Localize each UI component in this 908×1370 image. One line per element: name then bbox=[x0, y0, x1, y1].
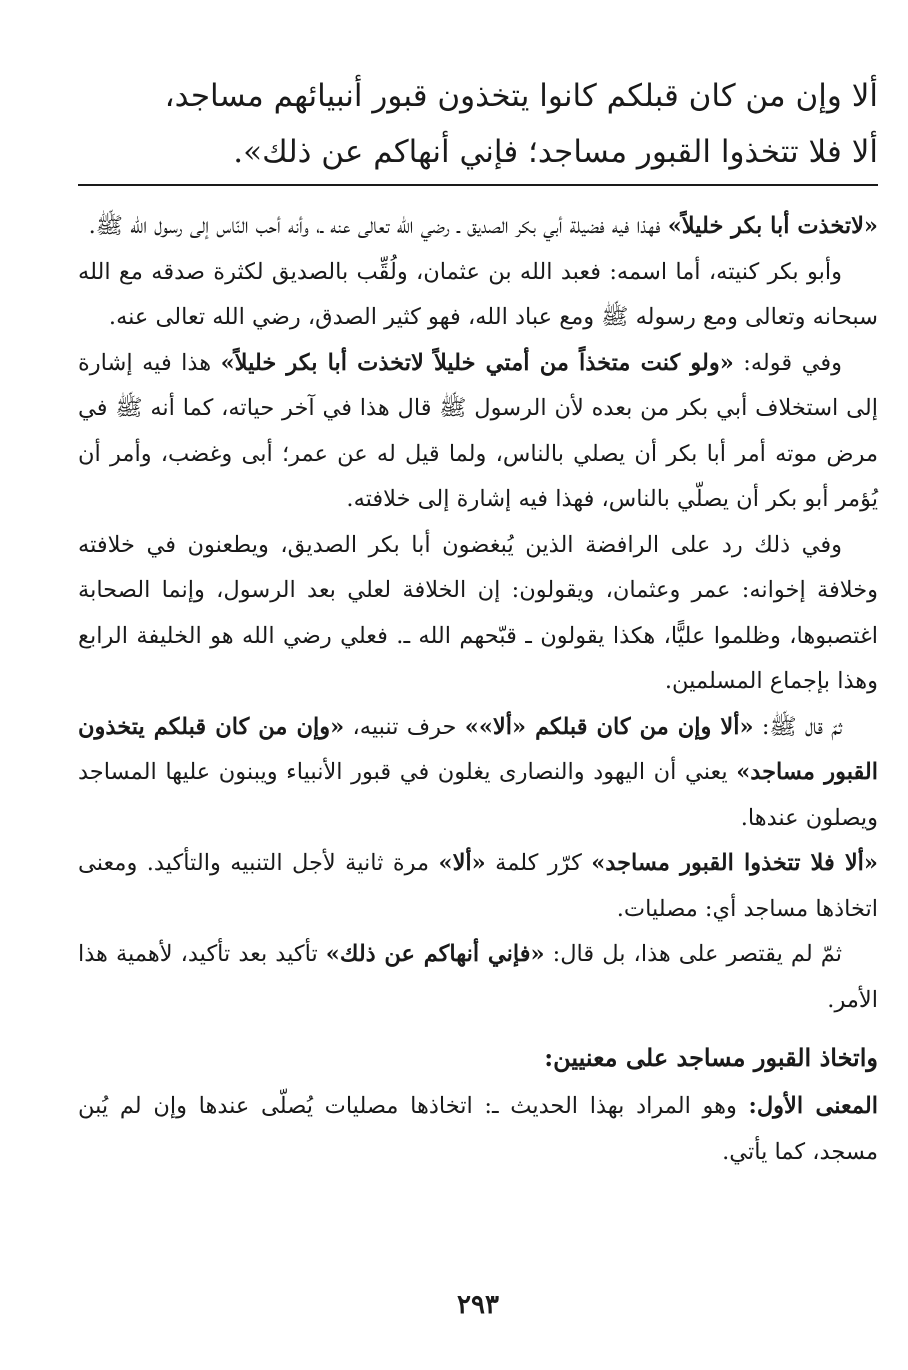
hadith-text bbox=[78, 68, 878, 180]
paragraph bbox=[78, 523, 878, 705]
quoted-hadith: «ألا» bbox=[438, 850, 486, 876]
paragraph bbox=[78, 1084, 878, 1175]
footnote-separator bbox=[78, 184, 878, 186]
paragraph-text: وهو المراد بهذا الحديث ـ: اتخاذها مصليات يُصلّى عندها وإن لم يُبن مسجد، كما يأتي. bbox=[78, 1093, 878, 1165]
paragraph-text: يعني أن اليهود والنصارى يغلون في قبور الأنبياء ويبنون عليها المساجد ويصلون عندها. bbox=[78, 759, 878, 831]
page-number: ٢٩٣ bbox=[457, 1290, 499, 1320]
quoted-hadith: «وإن من كان قبلكم يتخذون القبور مساجد» bbox=[78, 713, 878, 785]
paragraph-text: تأكيد بعد تأكيد، لأهمية هذا الأمر. bbox=[78, 941, 878, 1013]
paragraph bbox=[78, 932, 878, 1023]
paragraph bbox=[78, 841, 878, 932]
paragraph-text: وأبو بكر كنيته، أما اسمه: فعبد الله بن عثمان، ولُقِّب بالصديق لكثرة صدقه مع الله سبحانه وتعالى ومع رسوله ﷺ ومع عباد الله، فهو كثير الصدق، رضي الله تعالى عنه. bbox=[78, 258, 878, 330]
paragraph-text: وفي ذلك رد على الرافضة الذين يُبغضون أبا بكر الصديق، ويطعنون في خلافته وخلافة إخوانه: عمر وعثمان، ويقولون: إن الخلافة لعلي بعد الرسول، وإنما الصحابة اغتصبوها، وظلموا عليًّا، هكذا يقولون ـ قبّحهم الله ـ. فعلي رضي الله هو الخليفة الرابع وهذا بإجماع المسلمين. bbox=[78, 531, 878, 694]
book-page bbox=[78, 0, 878, 1370]
quoted-hadith: «لاتخذت أبا بكر خليلاً» bbox=[667, 213, 878, 239]
paragraph bbox=[78, 204, 878, 250]
paragraph-text: ثمّ لم يقتصر على هذا، بل قال: bbox=[544, 941, 842, 967]
hadith-line: ألا وإن من كان قبلكم كانوا يتخذون قبور أنبيائهم مساجد، bbox=[164, 78, 878, 114]
quoted-hadith: «ولو كنت متخذاً من أمتي خليلاً لاتخذت أبا بكر خليلاً» bbox=[220, 349, 734, 376]
paragraph bbox=[78, 250, 878, 341]
quoted-hadith: «ألا وإن من كان قبلكم «ألا»» bbox=[464, 713, 754, 740]
paragraph-text: مرة ثانية لأجل التنبيه والتأكيد. ومعنى اتخاذها مساجد أي: مصليات. bbox=[78, 850, 878, 922]
paragraph-text: فهذا فيه فضيلة أبي بكر الصديق ـ رضي الله تعالى عنه ـ، وأنه أحب النّاس إلى رسول الله ﷺ. bbox=[88, 213, 668, 239]
paragraph-text: ثمّ قال ﷺ: bbox=[753, 713, 842, 740]
commentary bbox=[78, 204, 878, 1175]
paragraph bbox=[78, 705, 878, 842]
quoted-hadith: «فإني أنهاكم عن ذلك» bbox=[325, 941, 545, 967]
section-heading: واتخاذ القبور مساجد على معنيين: bbox=[544, 1043, 878, 1072]
paragraph-text: حرف تنبيه، bbox=[344, 713, 465, 740]
hadith-line: ألا فلا تتخذوا القبور مساجد؛ فإني أنهاكم عن ذلك». bbox=[233, 134, 878, 170]
paragraph-text: كرّر كلمة bbox=[485, 850, 592, 876]
quoted-hadith: «ألا فلا تتخذوا القبور مساجد» bbox=[591, 850, 878, 876]
paragraph bbox=[78, 341, 878, 523]
paragraph-text: هذا فيه إشارة إلى استخلاف أبي بكر من بعده لأن الرسول ﷺ قال هذا في آخر حياته، كما أنه ﷺ في مرض موته أمر أبا بكر أن يصلي بالناس، ولما قيل له عن عمر؛ أبى وغضب، وأمر أن يُؤمر أبو بكر أن يصلّي بالناس، فهذا فيه إشارة إلى خلافته. bbox=[78, 349, 878, 512]
meaning-label: المعنى الأول: bbox=[748, 1093, 878, 1119]
paragraph-text: وفي قوله: bbox=[733, 349, 842, 376]
